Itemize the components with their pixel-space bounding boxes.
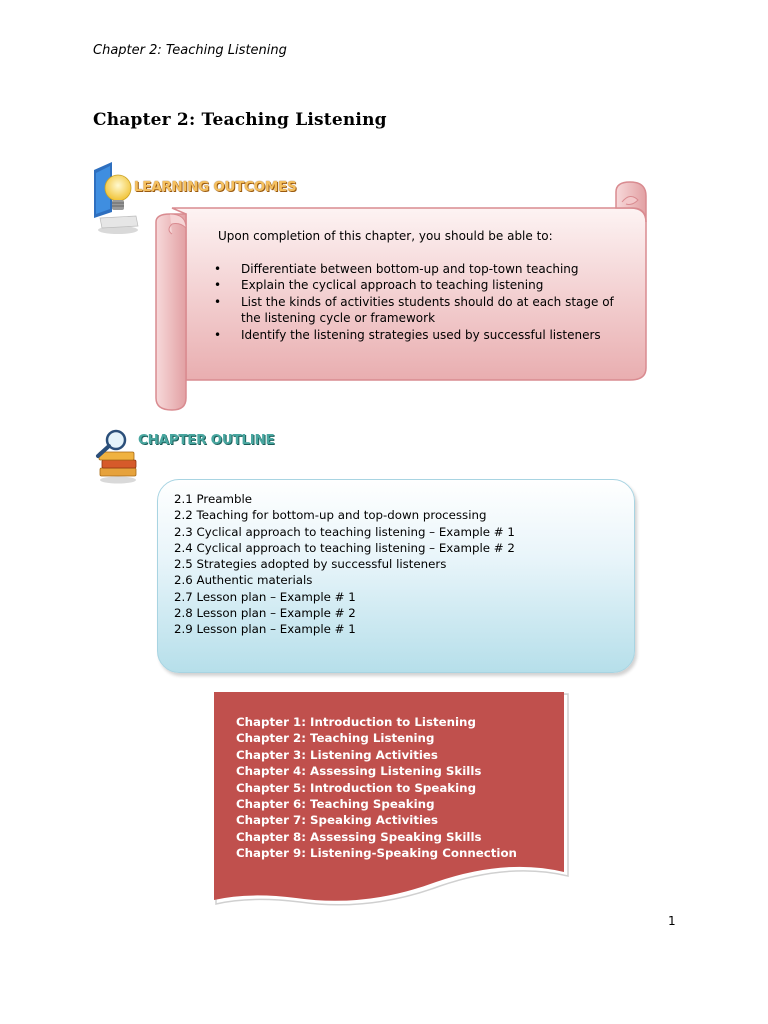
running-header: Chapter 2: Teaching Listening: [93, 43, 287, 58]
list-item: • Differentiate between bottom-up and top-town teaching: [214, 261, 579, 276]
list-item: 2.7 Lesson plan – Example # 1: [174, 589, 356, 604]
list-item: 2.2 Teaching for bottom-up and top-down processing: [174, 508, 487, 523]
list-item: • List the kinds of activities students should do at each stage of the listening cycle or framework: [214, 294, 614, 325]
learning-outcomes-content: [200, 228, 620, 343]
bullet: •: [214, 261, 222, 276]
list-item: 2.5 Strategies adopted by successful listeners: [174, 557, 447, 572]
list-item: 2.3 Cyclical approach to teaching listening – Example # 1: [174, 524, 515, 539]
list-item: Chapter 5: Introduction to Speaking: [236, 780, 477, 795]
learning-outcomes-list: [200, 261, 620, 344]
chapters-list: [236, 714, 517, 862]
list-item: 2.8 Lesson plan – Example # 2: [174, 606, 356, 621]
list-item: 2.9 Lesson plan – Example # 1: [174, 622, 356, 637]
chapter-outline-heading: CHAPTER OUTLINE: [138, 432, 275, 448]
list-item: 2.6 Authentic materials: [174, 573, 313, 588]
list-item: 2.1 Preamble: [174, 492, 253, 506]
list-item: Chapter 4: Assessing Listening Skills: [236, 764, 482, 779]
chapter-outline-list: [174, 491, 515, 638]
page-title: Chapter 2: Teaching Listening: [93, 110, 387, 130]
list-item: Chapter 7: Speaking Activities: [236, 813, 439, 828]
list-item: Chapter 1: Introduction to Listening: [236, 715, 476, 729]
learning-outcomes-intro: Upon completion of this chapter, you should be able to:: [218, 229, 553, 243]
list-item: • Explain the cyclical approach to teaching listening: [214, 278, 544, 292]
list-item: Chapter 6: Teaching Speaking: [236, 797, 435, 812]
learning-outcomes-heading: LEARNING OUTCOMES: [134, 179, 297, 195]
list-item: • Identify the listening strategies used by successful listeners: [214, 327, 601, 342]
list-item: Chapter 9: Listening-Speaking Connection: [236, 846, 517, 861]
list-item: 2.4 Cyclical approach to teaching listening – Example # 2: [174, 540, 515, 555]
list-item: Chapter 3: Listening Activities: [236, 747, 438, 762]
books-magnifier-icon: [94, 428, 140, 486]
list-item: Chapter 2: Teaching Listening: [236, 731, 435, 746]
page-number: 1: [668, 914, 676, 928]
list-item: Chapter 8: Assessing Speaking Skills: [236, 829, 482, 844]
lightbulb-monitor-icon: [90, 160, 142, 238]
bullet: •: [214, 278, 222, 292]
bullet: •: [214, 294, 222, 309]
bullet: •: [214, 327, 222, 342]
